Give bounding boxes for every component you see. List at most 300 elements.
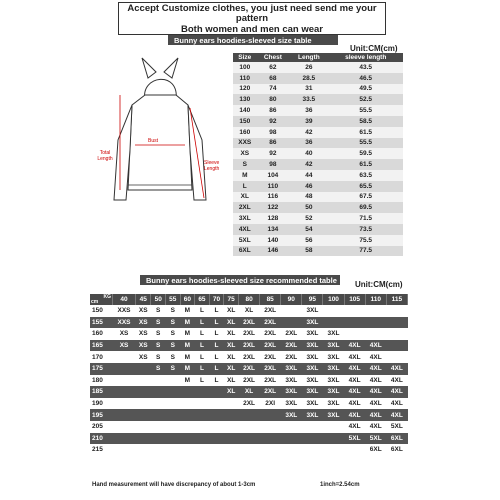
weight-header: 100 [323, 294, 344, 305]
recommended-cell: S [165, 351, 180, 363]
recommended-cell: M [180, 340, 195, 352]
size-row [233, 213, 403, 224]
recommended-cell: 3XL [302, 317, 323, 329]
recommended-cell: S [165, 317, 180, 329]
recommended-cell: 6XL [386, 444, 407, 456]
recommended-cell [165, 398, 180, 410]
recommended-cell: S [151, 328, 166, 340]
recommended-cell: 4XL [365, 398, 386, 410]
recommended-cell [165, 421, 180, 433]
recommended-cell [180, 444, 195, 456]
recommended-cell [113, 433, 136, 445]
size-cell: 150 [233, 116, 257, 127]
size-cell: 160 [233, 127, 257, 138]
weight-header: 60 [180, 294, 195, 305]
header-line-1: Accept Customize clothes, you just need send me your pattern [127, 3, 377, 24]
size-cell: 28.5 [289, 73, 328, 84]
recommended-cell [180, 398, 195, 410]
height-cell: 185 [90, 386, 113, 398]
recommended-cell: XL [224, 386, 239, 398]
recommended-cell: 5XL [344, 433, 365, 445]
recommended-cell: XL [224, 328, 239, 340]
recommended-cell [136, 375, 151, 387]
size-cell: 130 [233, 94, 257, 105]
recommended-cell [386, 317, 407, 329]
recommended-cell: L [195, 305, 210, 317]
height-cell: 150 [90, 305, 113, 317]
recommended-cell [224, 433, 239, 445]
size-table [233, 53, 403, 256]
recommended-cell: 2XL [239, 351, 260, 363]
recommended-cell: 2XL [281, 328, 302, 340]
recommended-cell: 4XL [344, 409, 365, 421]
recommended-cell: 4XL [365, 375, 386, 387]
height-cell: 155 [90, 317, 113, 329]
recommended-cell: L [209, 351, 224, 363]
size-cell: 50 [289, 202, 328, 213]
recommended-cell [136, 444, 151, 456]
size-cell: M [233, 170, 257, 181]
recommended-cell: 2XI [260, 398, 281, 410]
recommended-cell [260, 421, 281, 433]
recommended-cell: XXS [113, 317, 136, 329]
recommended-cell: 4XL [365, 421, 386, 433]
recommended-cell: XL [224, 363, 239, 375]
recommended-cell: 2XL [260, 340, 281, 352]
recommended-cell: 6XL [365, 444, 386, 456]
header-box [118, 2, 386, 35]
recommended-cell: 6XL [386, 433, 407, 445]
recommended-cell [239, 444, 260, 456]
recommended-cell: XS [136, 317, 151, 329]
recommended-cell: XL [224, 375, 239, 387]
recommended-cell [224, 421, 239, 433]
size-cell: 100 [233, 62, 257, 73]
recommended-cell [195, 433, 210, 445]
recommended-cell [365, 305, 386, 317]
col-header: Size [233, 53, 257, 62]
recommended-row [90, 317, 408, 329]
size-row [233, 170, 403, 181]
footer-conversion: 1inch=2.54cm [320, 482, 360, 488]
size-cell: 67.5 [328, 192, 403, 203]
recommended-cell [136, 409, 151, 421]
recommended-cell: XS [136, 340, 151, 352]
recommended-cell [136, 398, 151, 410]
size-cell: 120 [233, 84, 257, 95]
size-cell: 33.5 [289, 94, 328, 105]
height-cell: 160 [90, 328, 113, 340]
weight-header: 65 [195, 294, 210, 305]
recommended-cell: 3XL [302, 409, 323, 421]
recommended-cell [344, 317, 365, 329]
height-cell: 215 [90, 444, 113, 456]
size-cell: 52 [289, 213, 328, 224]
size-cell: 6XL [233, 246, 257, 257]
weight-header: 95 [302, 294, 323, 305]
recommended-cell: 3XL [302, 398, 323, 410]
recommended-cell [151, 444, 166, 456]
recommended-row [90, 398, 408, 410]
total-length-label: Total Length [97, 150, 113, 162]
size-cell: 92 [257, 148, 290, 159]
recommended-cell: L [209, 305, 224, 317]
hoodie-diagram [90, 50, 230, 250]
recommended-cell: 5XL [386, 421, 407, 433]
recommended-cell [165, 375, 180, 387]
recommended-row [90, 351, 408, 363]
recommended-cell: 3XL [302, 363, 323, 375]
recommended-cell: 2XL [239, 363, 260, 375]
recommended-cell: 4XL [344, 340, 365, 352]
size-cell: 59.5 [328, 148, 403, 159]
size-cell: 42 [289, 127, 328, 138]
size-row [233, 116, 403, 127]
size-cell: 5XL [233, 235, 257, 246]
recommended-cell [281, 317, 302, 329]
recommended-cell: M [180, 375, 195, 387]
recommended-cell: 4XL [344, 398, 365, 410]
recommended-cell [281, 444, 302, 456]
recommended-cell: L [195, 340, 210, 352]
recommended-cell [113, 351, 136, 363]
recommended-cell [209, 398, 224, 410]
size-cell: L [233, 181, 257, 192]
recommended-cell: L [195, 363, 210, 375]
size-row [233, 94, 403, 105]
size-table-header [233, 53, 403, 62]
recommended-row [90, 433, 408, 445]
size-cell: 65.5 [328, 181, 403, 192]
recommended-cell: L [209, 317, 224, 329]
recommended-cell [224, 444, 239, 456]
size-cell: 86 [257, 138, 290, 149]
recommended-cell: 3XL [323, 328, 344, 340]
weight-header: 80 [239, 294, 260, 305]
size-cell: XL [233, 192, 257, 203]
corner-cm: cm [91, 299, 99, 305]
recommended-cell: 4XL [344, 421, 365, 433]
header-line-2: Both women and men can wear [181, 24, 323, 35]
size-cell: 61.5 [328, 127, 403, 138]
recommended-cell: M [180, 363, 195, 375]
size-cell: 4XL [233, 224, 257, 235]
recommended-cell: XL [224, 317, 239, 329]
height-cell: 205 [90, 421, 113, 433]
height-cell: 195 [90, 409, 113, 421]
recommended-cell [281, 433, 302, 445]
weight-header: 40 [113, 294, 136, 305]
recommended-cell: 3XL [323, 363, 344, 375]
size-cell: 62 [257, 62, 290, 73]
recommended-cell [195, 409, 210, 421]
size-row [233, 224, 403, 235]
weight-header: 105 [344, 294, 365, 305]
recommended-cell: 3XL [281, 398, 302, 410]
recommended-cell [260, 444, 281, 456]
recommended-cell: 4XL [386, 363, 407, 375]
recommended-cell: 4XL [365, 340, 386, 352]
recommended-cell [281, 305, 302, 317]
size-cell: 40 [289, 148, 328, 159]
recommended-cell: 3XL [323, 375, 344, 387]
height-cell: 165 [90, 340, 113, 352]
size-row [233, 84, 403, 95]
size-row [233, 138, 403, 149]
recommended-cell [344, 305, 365, 317]
size-row [233, 202, 403, 213]
size-cell: 122 [257, 202, 290, 213]
size-cell: 116 [257, 192, 290, 203]
footer [90, 482, 408, 492]
recommended-cell: 2XL [260, 386, 281, 398]
weight-header: 90 [281, 294, 302, 305]
recommended-cell: S [165, 328, 180, 340]
size-row [233, 181, 403, 192]
recommended-cell: 2XL [239, 375, 260, 387]
size-cell: 56 [289, 235, 328, 246]
recommended-cell [136, 386, 151, 398]
size-cell: 36 [289, 138, 328, 149]
recommended-cell: S [151, 340, 166, 352]
weight-header: 50 [151, 294, 166, 305]
recommended-cell: M [180, 328, 195, 340]
recommended-unit: Unit:CM(cm) [355, 280, 403, 289]
size-row [233, 73, 403, 84]
size-cell: 63.5 [328, 170, 403, 181]
recommended-cell: L [195, 328, 210, 340]
recommended-cell [323, 421, 344, 433]
size-cell: 80 [257, 94, 290, 105]
size-cell: 46 [289, 181, 328, 192]
recommended-cell: 2XL [260, 317, 281, 329]
recommended-cell: 4XL [344, 386, 365, 398]
size-cell: 31 [289, 84, 328, 95]
size-cell: 26 [289, 62, 328, 73]
size-row [233, 105, 403, 116]
recommended-cell [113, 363, 136, 375]
recommended-cell [113, 421, 136, 433]
weight-header: 45 [136, 294, 151, 305]
recommended-cell: 4XL [365, 409, 386, 421]
size-table-unit: Unit:CM(cm) [350, 44, 398, 53]
recommended-cell [113, 409, 136, 421]
recommended-cell [224, 398, 239, 410]
recommended-cell: 3XL [323, 351, 344, 363]
recommended-cell: 3XL [281, 363, 302, 375]
recommended-cell: XL [239, 305, 260, 317]
recommended-cell [113, 375, 136, 387]
recommended-cell [344, 444, 365, 456]
recommended-cell: S [151, 351, 166, 363]
recommended-cell: XXS [113, 305, 136, 317]
weight-header: 110 [365, 294, 386, 305]
recommended-row [90, 328, 408, 340]
footer-note: Hand measurement will have discrepancy of about 1-3cm [92, 482, 256, 488]
recommended-row [90, 375, 408, 387]
recommended-cell: XS [136, 305, 151, 317]
size-cell: 69.5 [328, 202, 403, 213]
recommended-cell: XL [224, 340, 239, 352]
height-cell: 170 [90, 351, 113, 363]
recommended-cell: XS [113, 340, 136, 352]
size-cell: XS [233, 148, 257, 159]
size-cell: 55.5 [328, 105, 403, 116]
size-cell: 140 [257, 235, 290, 246]
recommended-cell: M [180, 305, 195, 317]
recommended-cell: 4XL [386, 398, 407, 410]
size-cell: 74 [257, 84, 290, 95]
recommended-cell [195, 398, 210, 410]
recommended-cell: 2XL [281, 351, 302, 363]
size-cell: 110 [233, 73, 257, 84]
size-cell: 98 [257, 159, 290, 170]
recommended-row [90, 305, 408, 317]
size-cell: 86 [257, 105, 290, 116]
recommended-cell: L [209, 363, 224, 375]
recommended-cell [209, 386, 224, 398]
size-cell: 3XL [233, 213, 257, 224]
recommended-cell: XL [224, 351, 239, 363]
size-cell: 48 [289, 192, 328, 203]
size-cell: 140 [233, 105, 257, 116]
recommended-row [90, 363, 408, 375]
recommended-cell: 3XL [281, 409, 302, 421]
recommended-cell [195, 386, 210, 398]
recommended-cell: 2XL [239, 317, 260, 329]
recommended-cell [180, 409, 195, 421]
recommended-cell: 2XL [260, 328, 281, 340]
recommended-cell: L [209, 375, 224, 387]
recommended-cell [151, 386, 166, 398]
size-cell: 92 [257, 116, 290, 127]
sleeve-length-label: Sleeve Length [204, 160, 220, 172]
recommended-cell: 3XL [323, 340, 344, 352]
recommended-cell: S [165, 305, 180, 317]
weight-header: 55 [165, 294, 180, 305]
recommended-cell: L [209, 340, 224, 352]
recommended-cell [151, 433, 166, 445]
size-cell: S [233, 159, 257, 170]
size-cell: 43.5 [328, 62, 403, 73]
recommended-cell: S [165, 340, 180, 352]
recommended-cell: 3XL [323, 398, 344, 410]
recommended-cell [224, 409, 239, 421]
recommended-cell: 4XL [365, 363, 386, 375]
recommended-cell: 3XL [302, 328, 323, 340]
size-cell: 44 [289, 170, 328, 181]
recommended-cell: 3XL [302, 351, 323, 363]
size-cell: 52.5 [328, 94, 403, 105]
recommended-cell [302, 444, 323, 456]
corner-kg: KG [103, 294, 111, 300]
size-cell: 73.5 [328, 224, 403, 235]
recommended-cell [344, 328, 365, 340]
size-row [233, 235, 403, 246]
recommended-cell: S [151, 305, 166, 317]
size-row [233, 192, 403, 203]
recommended-cell: 4XL [386, 386, 407, 398]
recommended-cell [209, 433, 224, 445]
size-cell: 104 [257, 170, 290, 181]
recommended-cell: 2XL [260, 375, 281, 387]
weight-header: 70 [209, 294, 224, 305]
recommended-cell [260, 409, 281, 421]
recommended-cell [323, 305, 344, 317]
weight-header: 115 [386, 294, 407, 305]
height-cell: 175 [90, 363, 113, 375]
size-cell: 58 [289, 246, 328, 257]
size-cell: 2XL [233, 202, 257, 213]
recommended-cell: 4XL [344, 375, 365, 387]
recommended-cell [151, 409, 166, 421]
recommended-cell: 4XL [344, 351, 365, 363]
recommended-cell [113, 386, 136, 398]
recommended-cell: 3XL [281, 386, 302, 398]
size-cell: 134 [257, 224, 290, 235]
col-header: Chest [257, 53, 290, 62]
recommended-cell: L [195, 375, 210, 387]
recommended-cell: 2XL [260, 351, 281, 363]
recommended-cell [386, 351, 407, 363]
recommended-cell [239, 421, 260, 433]
recommended-cell [180, 386, 195, 398]
recommended-cell: 3XL [302, 340, 323, 352]
weight-header: 85 [260, 294, 281, 305]
size-cell: 146 [257, 246, 290, 257]
recommended-cell [386, 305, 407, 317]
recommended-cell: S [151, 363, 166, 375]
size-row [233, 246, 403, 257]
recommended-cell: 2XL [260, 363, 281, 375]
recommended-cell [323, 444, 344, 456]
size-cell: 71.5 [328, 213, 403, 224]
size-cell: 98 [257, 127, 290, 138]
col-header: sleeve length [328, 53, 403, 62]
recommended-cell [239, 409, 260, 421]
recommended-cell: 3XL [323, 386, 344, 398]
recommended-cell [323, 433, 344, 445]
recommended-cell: 2XL [239, 328, 260, 340]
height-cell: 190 [90, 398, 113, 410]
recommended-cell: L [209, 328, 224, 340]
size-row [233, 148, 403, 159]
recommended-cell [323, 317, 344, 329]
recommended-cell: 3XL [323, 409, 344, 421]
recommended-cell [386, 340, 407, 352]
recommended-cell [151, 421, 166, 433]
weight-header: 75 [224, 294, 239, 305]
recommended-cell: 3XL [302, 375, 323, 387]
recommended-row [90, 409, 408, 421]
recommended-cell: 2XL [239, 340, 260, 352]
size-cell: 110 [257, 181, 290, 192]
recommended-cell: L [195, 351, 210, 363]
recommended-cell: S [165, 363, 180, 375]
recommended-cell [180, 433, 195, 445]
recommended-row [90, 386, 408, 398]
recommended-cell: M [180, 351, 195, 363]
size-row [233, 127, 403, 138]
size-cell: 61.5 [328, 159, 403, 170]
recommended-cell [165, 386, 180, 398]
size-cell: 55.5 [328, 138, 403, 149]
col-header: Length [289, 53, 328, 62]
height-cell: 180 [90, 375, 113, 387]
size-cell: 36 [289, 105, 328, 116]
recommended-cell: 2XL [239, 398, 260, 410]
recommended-table [90, 294, 408, 456]
